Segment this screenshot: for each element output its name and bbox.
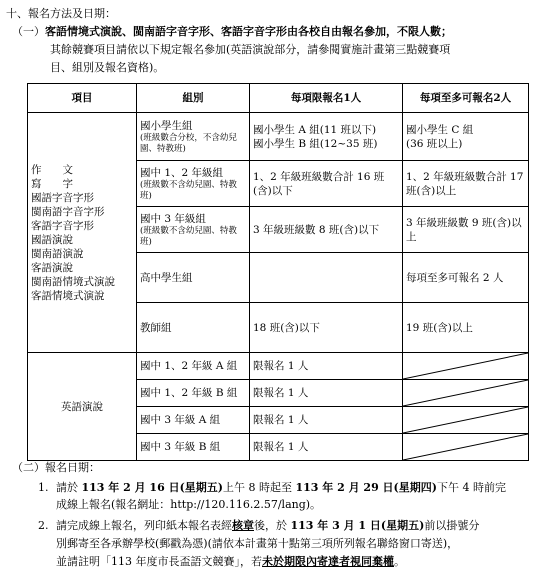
group-cell — [137, 303, 250, 353]
text-run: 。 — [394, 555, 405, 568]
items-cell — [28, 113, 137, 353]
item-label: 客語情境式演說 — [31, 289, 105, 302]
text-run: 請完成線上報名，列印紙本報名表經 — [56, 519, 232, 532]
sub1-line1 — [12, 24, 452, 40]
group-cell — [137, 113, 250, 161]
limit2-cell: 3 年級班級數 9 班(含)以上 — [403, 207, 529, 253]
item-label: 閩南語情境式演說 — [31, 275, 115, 288]
text-run: 上午 8 時起至 — [222, 481, 296, 494]
item1-number: 1. — [38, 481, 49, 494]
group-cell — [137, 207, 250, 253]
header-limit-1: 每項限報名1人 — [250, 84, 403, 113]
group-cell — [137, 161, 250, 207]
text-run: 請於 — [56, 481, 82, 494]
sub1-line3: 目、組別及報名資格)。 — [50, 61, 165, 74]
group-cell — [137, 253, 250, 303]
limit2-cell: 1、2 年級班級數合計 17 班(含)以上 — [403, 161, 529, 207]
empty-slash-cell — [403, 380, 529, 407]
item-label: 國語演說 — [31, 233, 73, 246]
group-name: 教師組 — [140, 321, 172, 334]
item1-line2: 成線上報名(報名網址：http://120.116.2.57/lang)。 — [56, 498, 322, 511]
group-name: 高中學生組 — [140, 271, 193, 284]
empty-slash-cell — [403, 407, 529, 434]
text-run: 並請註明「113 年度市長盃語文競賽」，若 — [56, 555, 262, 568]
limit1-cell: 限報名 1 人 — [250, 380, 403, 407]
table-header-row — [28, 84, 529, 113]
limit1-cell: 國小學生 A 組(11 班以下) 國小學生 B 組(12~35 班) — [250, 113, 403, 161]
header-item: 項目 — [28, 84, 137, 113]
header-limit-2: 每項至多可報名2人 — [403, 84, 529, 113]
limit1-cell: 18 班(含)以下 — [250, 303, 403, 353]
table-row — [28, 353, 529, 380]
group-note: (班級數不含幼兒園、特教班) — [140, 225, 237, 247]
limit1-cell: 限報名 1 人 — [250, 353, 403, 380]
group-cell: 國中 3 年級 B 組 — [137, 434, 250, 461]
limit1-cell — [250, 253, 403, 303]
item-label: 國語字音字形 — [31, 191, 94, 204]
group-cell: 國中 3 年級 A 組 — [137, 407, 250, 434]
sub1-label: （一） — [12, 25, 45, 38]
section-heading: 十、報名方法及日期： — [6, 7, 116, 20]
sub2-heading: （二）報名日期： — [12, 461, 100, 474]
seal-emphasis: 核章 — [232, 519, 254, 532]
group-name: 國小學生組 — [140, 119, 193, 132]
item-label: 閩南語演說 — [31, 247, 84, 260]
item2-line3 — [56, 554, 405, 570]
item-label: 客語演說 — [31, 261, 73, 274]
text-run: 下午 4 時前完 — [436, 481, 506, 494]
group-note: (班級數合分校，不含幼兒園、特教班) — [140, 132, 237, 154]
group-cell: 國中 1、2 年級 A 組 — [137, 353, 250, 380]
empty-slash-cell — [403, 353, 529, 380]
item-label: 寫 字 — [31, 177, 73, 190]
limit2-cell: 國小學生 C 組 (36 班以上) — [403, 113, 529, 161]
mail-date: 113 年 3 月 1 日(星期五) — [290, 519, 425, 532]
text-run: 後，於 — [254, 519, 291, 532]
item2-number: 2. — [38, 519, 49, 532]
limit1-cell: 限報名 1 人 — [250, 407, 403, 434]
date-end: 113 年 2 月 29 日(星期四) — [295, 481, 437, 494]
empty-slash-cell — [403, 434, 529, 461]
limit1-cell: 限報名 1 人 — [250, 434, 403, 461]
sub1-line2: 其餘競賽項目請依以下規定報名參加(英語演說部分，請參閱實施計畫第三點競賽項 — [50, 43, 451, 56]
item2-line1 — [56, 518, 479, 534]
limit2-cell: 每項至多可報名 2 人 — [403, 253, 529, 303]
item-label: 作 文 — [31, 163, 73, 176]
group-note: (班級數不含幼兒園、特教班) — [140, 179, 237, 201]
group-name: 國中 3 年級組 — [140, 212, 206, 225]
deadline-warning: 未於期限內寄達者視同棄權 — [262, 555, 394, 568]
header-group: 組別 — [137, 84, 250, 113]
limit1-cell: 3 年級班級數 8 班(含)以下 — [250, 207, 403, 253]
text-run: 前以掛號分 — [424, 519, 480, 532]
item1-line1 — [56, 480, 506, 496]
group-name: 國中 1、2 年級組 — [140, 166, 224, 179]
table-row — [28, 113, 529, 161]
item-label: 客語字音字形 — [31, 219, 94, 232]
limit1-cell: 1、2 年級班級數合計 16 班(含)以下 — [250, 161, 403, 207]
date-start: 113 年 2 月 16 日(星期五) — [81, 481, 223, 494]
sub1-line1-bold: 客語情境式演說、閩南語字音字形、客語字音字形由各校自由報名參加，不限人數； — [45, 25, 452, 38]
registration-table — [27, 83, 529, 461]
item2-line2: 別郵寄至各承辦學校(郵戳為憑)(請依本計畫第十點第三項所列報名聯絡窗口寄送)， — [56, 537, 459, 550]
english-item-cell: 英語演說 — [28, 353, 137, 461]
limit2-cell: 19 班(含)以上 — [403, 303, 529, 353]
item-label: 閩南語字音字形 — [31, 205, 105, 218]
group-cell: 國中 1、2 年級 B 組 — [137, 380, 250, 407]
